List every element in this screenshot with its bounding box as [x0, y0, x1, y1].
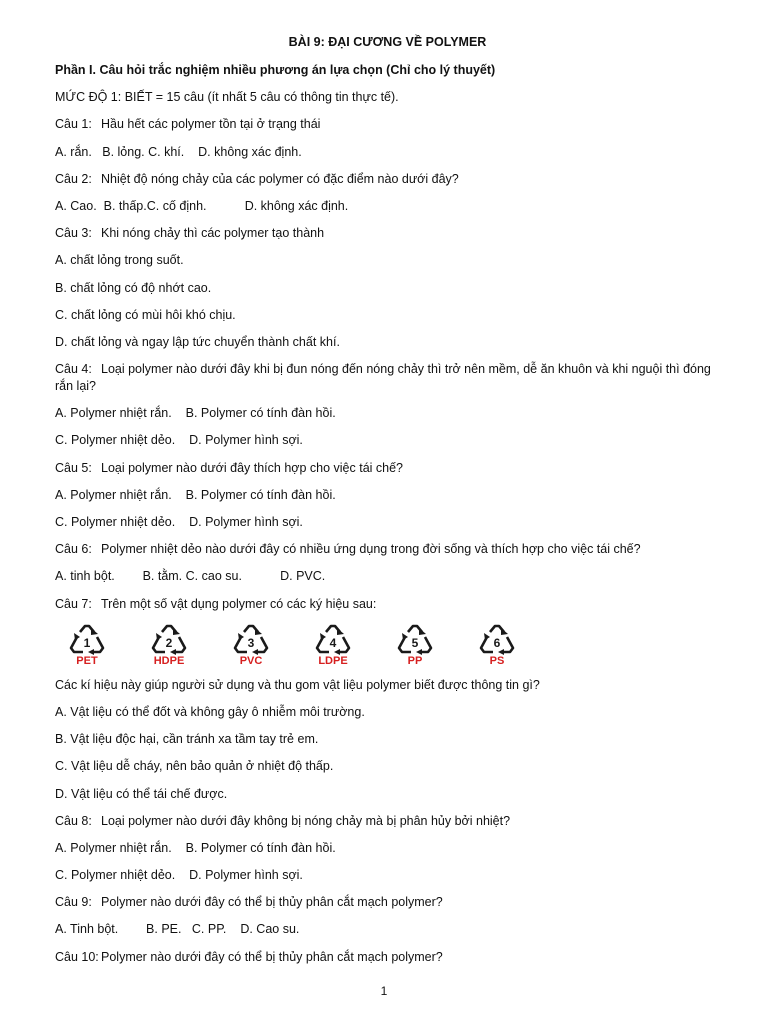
option: D. Cao su.: [240, 922, 300, 937]
question-number: Câu 4:: [55, 362, 92, 377]
recycle-triangle-icon: [313, 623, 353, 657]
option: C. Polymer nhiệt dẻo.: [55, 433, 176, 448]
question-text: Nhiệt độ nóng chảy của các polymer có đặc điểm nào dưới đây?: [101, 171, 459, 186]
option: D. PVC.: [280, 569, 326, 584]
question-3-option-d: D. chất lỏng và ngay lập tức chuyển thành chất khí.: [55, 334, 340, 349]
page-number: 1: [380, 984, 388, 998]
question-8-options-cd: [55, 867, 720, 884]
recycle-symbol: [385, 623, 445, 669]
question-number: Câu 1:: [55, 117, 92, 132]
question-3-option-c: C. chất lỏng có mùi hôi khó chịu.: [55, 307, 236, 322]
question-5-options-ab: [55, 487, 720, 504]
question-1: [55, 116, 720, 133]
recycle-triangle-icon: [477, 623, 517, 657]
question-9-options: [55, 921, 720, 938]
recycle-label: PS: [489, 654, 505, 667]
option: B. thấp.: [103, 198, 147, 213]
recycle-triangle-icon: [149, 623, 189, 657]
document-title: BÀI 9: ĐẠI CƯƠNG VỀ POLYMER: [288, 35, 487, 49]
question-text: Polymer nhiệt dẻo nào dưới đây có nhiều ứng dụng trong đời sống và thích hợp cho việc tái chế?: [101, 542, 641, 557]
question-4: [55, 361, 720, 395]
question-7-option-a: A. Vật liệu có thể đốt và không gây ô nhiễm môi trường.: [55, 704, 365, 719]
question-number: Câu 2:: [55, 171, 92, 186]
question-1-options: [55, 144, 720, 161]
question-number: Câu 8:: [55, 813, 92, 828]
option: B. Polymer có tính đàn hồi.: [185, 406, 336, 421]
question-number: Câu 6:: [55, 542, 92, 557]
option: C. Polymer nhiệt dẻo.: [55, 868, 176, 883]
recycle-triangle-icon: [395, 623, 435, 657]
question-text: Loại polymer nào dưới đây khi bị đun nóng đến nóng chảy thì trở nên mềm, dễ ăn khuôn và khi nguội thì đóng rắn lại?: [55, 362, 715, 394]
question-2-options: [55, 198, 720, 215]
option: B. lỏng.: [102, 144, 145, 159]
question-4-options-ab: [55, 405, 720, 422]
question-8: [55, 813, 720, 830]
level-line: MỨC ĐỘ 1: BIẾT = 15 câu (ít nhất 5 câu có thông tin thực tế).: [55, 90, 399, 105]
question-3-option-a: A. chất lỏng trong suốt.: [55, 253, 184, 268]
option: B. PE.: [146, 922, 182, 937]
recycle-label: PVC: [239, 654, 263, 667]
option: A. Polymer nhiệt rắn.: [55, 487, 172, 502]
question-number: Câu 5:: [55, 460, 92, 475]
question-number: Câu 9:: [55, 895, 92, 910]
recycle-label: HDPE: [153, 654, 185, 667]
recycle-symbol: [57, 623, 117, 669]
option: C. cố định.: [146, 198, 207, 213]
question-number: Câu 3:: [55, 226, 92, 241]
option: D. không xác định.: [244, 198, 349, 213]
option: C. cao su.: [185, 569, 242, 584]
recycle-label: PET: [76, 654, 98, 667]
option: A. rắn.: [55, 144, 92, 159]
recycle-code-number: 4: [329, 635, 337, 650]
question-6: [55, 541, 720, 558]
option: A. Polymer nhiệt rắn.: [55, 406, 172, 421]
option: D. không xác định.: [198, 144, 302, 159]
question-5-options-cd: [55, 514, 720, 531]
option: C. khí.: [148, 144, 185, 159]
question-2: [55, 171, 720, 188]
question-text: Loại polymer nào dưới đây không bị nóng chảy mà bị phân hủy bởi nhiệt?: [101, 813, 511, 828]
question-7-option-c: C. Vật liệu dễ cháy, nên bảo quản ở nhiệt độ thấp.: [55, 759, 334, 774]
question-text: Trên một số vật dụng polymer có các ký hiệu sau:: [101, 596, 377, 611]
question-7-option-b: B. Vật liệu độc hại, cần tránh xa tầm tay trẻ em.: [55, 732, 319, 747]
question-text: Khi nóng chảy thì các polymer tạo thành: [101, 226, 325, 241]
option: D. Polymer hình sợi.: [189, 433, 303, 448]
question-5: [55, 460, 720, 477]
option: C. PP.: [191, 922, 227, 937]
option: A. Tinh bột.: [55, 922, 119, 937]
question-4-options-cd: [55, 432, 720, 449]
question-7: [55, 596, 720, 613]
part-heading: Phần I. Câu hỏi trắc nghiệm nhiều phương án lựa chọn (Chỉ cho lý thuyết): [55, 63, 496, 77]
recycle-code-number: 5: [411, 635, 419, 650]
recycle-symbol: [139, 623, 199, 669]
question-8-options-ab: [55, 840, 720, 857]
question-9: [55, 894, 720, 911]
document-page: [55, 33, 720, 976]
recycle-code-number: 1: [83, 635, 91, 650]
recycle-triangle-icon: [67, 623, 107, 657]
recycle-symbol: [221, 623, 281, 669]
question-3-option-b: B. chất lỏng có độ nhớt cao.: [55, 280, 212, 295]
recycling-symbols: [57, 623, 720, 669]
recycle-code-number: 2: [165, 635, 173, 650]
recycle-symbol: [303, 623, 363, 669]
option: D. Polymer hình sợi.: [189, 868, 303, 883]
question-3: [55, 225, 720, 242]
recycle-code-number: 3: [247, 635, 255, 650]
option: B. tằm.: [142, 569, 183, 584]
option: A. Cao.: [55, 198, 97, 213]
question-text: Hầu hết các polymer tồn tại ở trạng thái: [101, 117, 321, 132]
question-text: Loại polymer nào dưới đây thích hợp cho việc tái chế?: [101, 460, 404, 475]
recycle-label: LDPE: [318, 654, 348, 667]
question-7-option-d: D. Vật liệu có thể tái chế được.: [55, 786, 228, 801]
question-text: Polymer nào dưới đây có thể bị thủy phân cắt mạch polymer?: [101, 895, 443, 910]
option: C. Polymer nhiệt dẻo.: [55, 515, 176, 529]
option: A. tinh bột.: [55, 569, 115, 584]
recycle-triangle-icon: [231, 623, 271, 657]
recycle-label: PP: [407, 654, 423, 667]
recycle-code-number: 6: [493, 635, 501, 650]
question-number: Câu 7:: [55, 596, 92, 611]
option: B. Polymer có tính đàn hồi.: [185, 487, 336, 502]
option: D. Polymer hình sợi.: [189, 515, 303, 529]
question-10: [55, 949, 720, 966]
option: A. Polymer nhiệt rắn.: [55, 840, 172, 855]
question-number: Câu 10:: [55, 949, 99, 964]
option: B. Polymer có tính đàn hồi.: [185, 840, 336, 855]
recycle-symbol: [467, 623, 527, 669]
question-text: Polymer nào dưới đây có thể bị thủy phân cắt mạch polymer?: [101, 949, 443, 964]
question-7-stem: Các kí hiệu này giúp người sử dụng và thu gom vật liệu polymer biết được thông tin gì?: [55, 677, 540, 692]
question-6-options: [55, 568, 720, 585]
